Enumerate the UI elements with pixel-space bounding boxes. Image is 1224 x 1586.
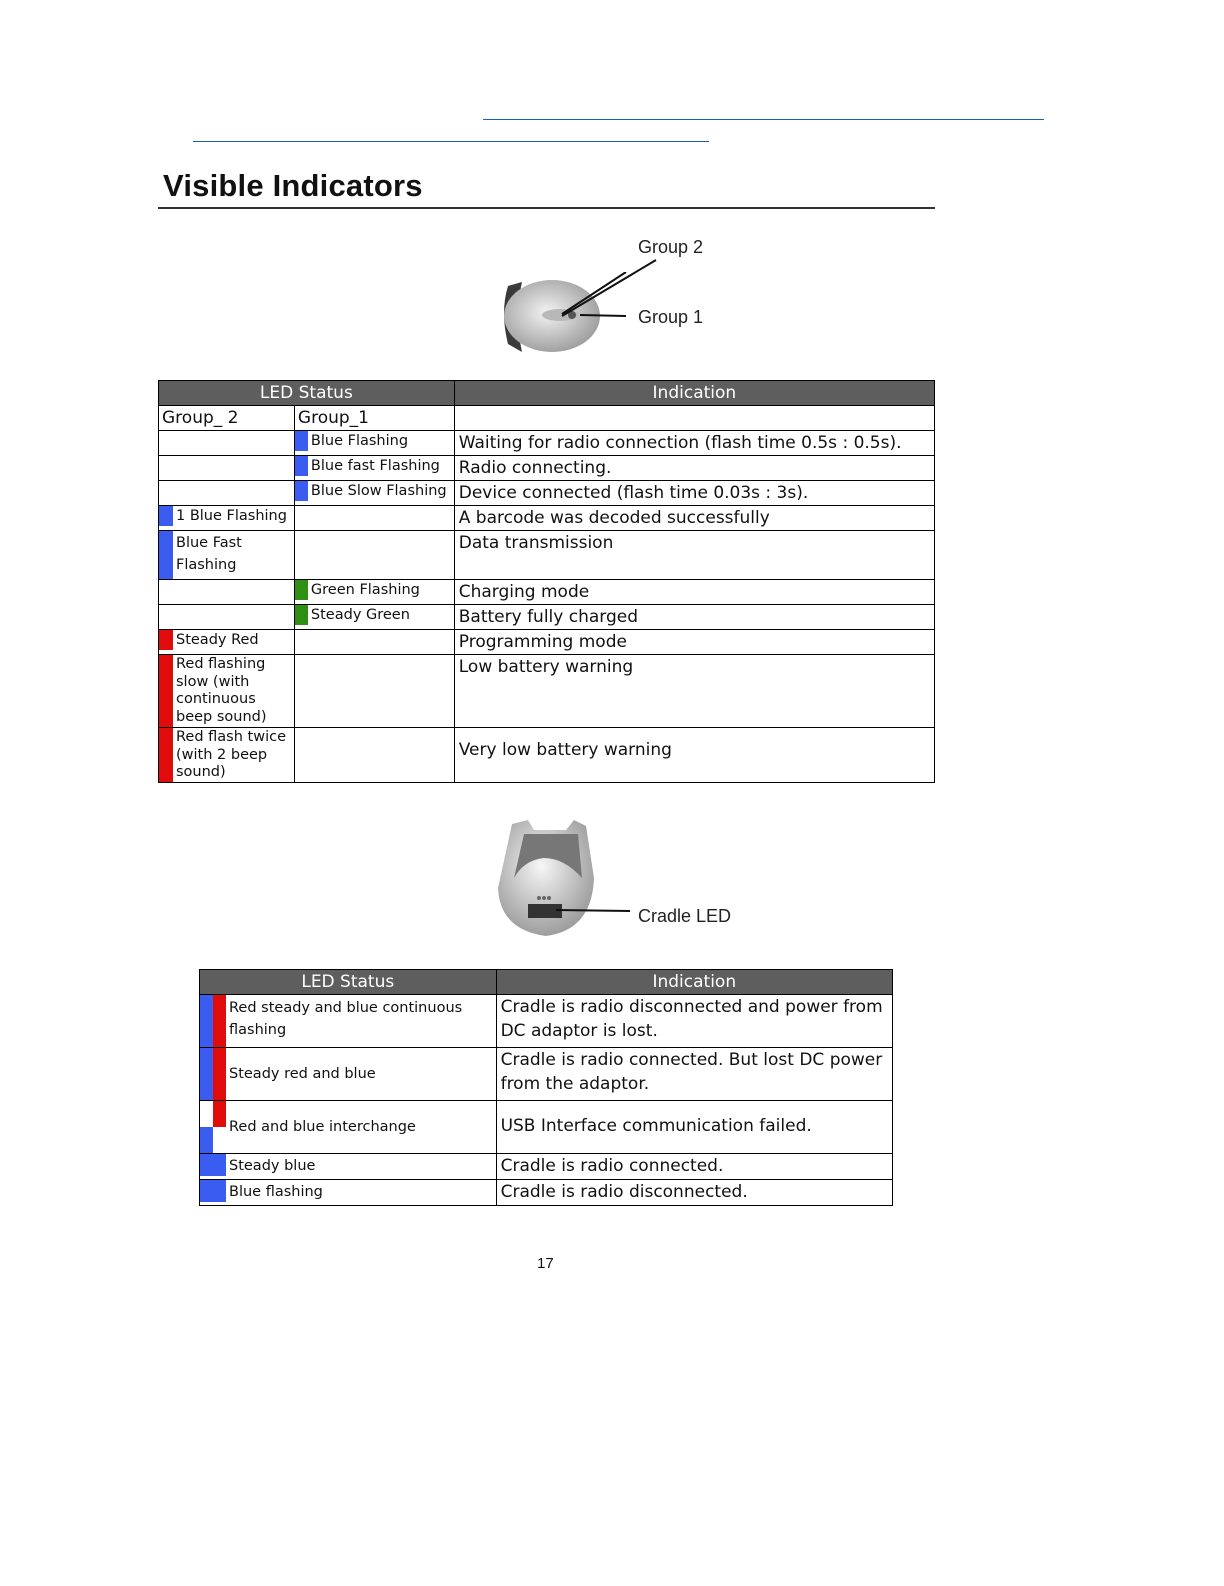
group2-status: Blue Fast Flashing <box>176 535 242 573</box>
indication-text: A barcode was decoded successfully <box>458 508 770 528</box>
blue-swatch <box>200 995 213 1047</box>
group2-status: Red flash twice (with 2 beep sound) <box>176 729 286 780</box>
indication-text: Data transmission <box>458 533 614 553</box>
red-swatch <box>213 1048 226 1100</box>
table-row <box>200 1154 893 1180</box>
table-header-row <box>159 381 935 406</box>
indication-text: Cradle is radio disconnected and power from DC adaptor is lost. <box>500 997 883 1041</box>
table-row <box>200 1048 893 1101</box>
table-subheader-row <box>159 406 935 431</box>
page-number: 17 <box>537 1255 554 1272</box>
table-header-row <box>200 970 893 995</box>
table-row <box>159 580 935 605</box>
table-row <box>159 531 935 580</box>
cradle-status: Steady red and blue <box>229 1066 376 1082</box>
group1-status: Blue Slow Flashing <box>310 483 447 499</box>
heading-divider <box>158 207 935 209</box>
indication-text: Cradle is radio disconnected. <box>500 1182 748 1202</box>
indication-text: Low battery warning <box>458 657 634 677</box>
red-swatch <box>159 655 173 727</box>
table-row <box>159 506 935 531</box>
table-row <box>159 431 935 456</box>
header-led-status: LED Status <box>200 970 497 995</box>
blue-swatch <box>159 531 173 579</box>
group2-status: 1 Blue Flashing <box>176 508 287 524</box>
cradle-status: Red steady and blue continuous flashing <box>229 1000 463 1038</box>
indication-text: Programming mode <box>458 632 627 652</box>
group2-status: Red flashing slow (with continuous beep sound) <box>176 656 267 725</box>
table-row <box>200 1101 893 1154</box>
blue-swatch <box>200 1048 213 1100</box>
table-row <box>159 630 935 655</box>
red-swatch <box>213 995 226 1047</box>
cradle-status: Steady blue <box>229 1158 316 1174</box>
group1-status: Steady Green <box>310 607 410 623</box>
indication-text: Charging mode <box>458 582 590 602</box>
indication-text: Battery fully charged <box>458 607 639 627</box>
link-underline-1[interactable] <box>483 119 1044 120</box>
table-row <box>200 995 893 1048</box>
header-indication: Indication <box>454 381 934 406</box>
indication-text: Radio connecting. <box>458 458 612 478</box>
blue-swatch <box>295 431 308 451</box>
interchange-swatch-right <box>213 1101 226 1153</box>
indication-text: Cradle is radio connected. <box>500 1156 724 1176</box>
table-row <box>200 1180 893 1206</box>
green-swatch <box>295 580 308 600</box>
blue-swatch <box>200 1180 226 1202</box>
table-row <box>159 655 935 728</box>
callout-group-2: Group 2 <box>638 237 704 257</box>
subheader-group-2: Group_ 2 <box>162 408 239 428</box>
group2-status: Steady Red <box>176 632 259 648</box>
cradle-illustration <box>494 818 634 940</box>
table-row <box>159 605 935 630</box>
cradle-led-table <box>199 969 893 1206</box>
indication-text: Waiting for radio connection (flash time 0.5s : 0.5s). <box>458 433 902 453</box>
interchange-swatch-left <box>200 1101 213 1153</box>
group1-status: Blue fast Flashing <box>310 458 440 474</box>
table-row <box>159 456 935 481</box>
header-indication: Indication <box>496 970 892 995</box>
blue-swatch <box>159 506 173 526</box>
group1-status: Blue Flashing <box>310 433 409 449</box>
green-swatch <box>295 605 308 625</box>
section-heading: Visible Indicators <box>163 168 423 203</box>
cradle-status: Red and blue interchange <box>229 1119 416 1135</box>
callout-cradle-led: Cradle LED <box>638 906 732 926</box>
blue-swatch <box>295 456 308 476</box>
callout-group-1: Group 1 <box>638 307 704 327</box>
red-swatch <box>159 630 173 650</box>
group1-status: Green Flashing <box>310 582 420 598</box>
indication-text: Cradle is radio connected. But lost DC power from the adaptor. <box>500 1050 883 1094</box>
blue-swatch <box>295 481 308 501</box>
table-row <box>159 481 935 506</box>
blue-swatch <box>200 1154 226 1176</box>
red-swatch <box>159 728 173 782</box>
header-led-status: LED Status <box>159 381 455 406</box>
indication-text: USB Interface communication failed. <box>500 1116 812 1136</box>
subheader-group-1: Group_1 <box>297 408 369 428</box>
link-underline-2[interactable] <box>193 141 709 142</box>
indication-text: Very low battery warning <box>458 740 672 760</box>
table-row <box>159 728 935 783</box>
scanner-led-table <box>158 380 935 783</box>
indication-text: Device connected (flash time 0.03s : 3s). <box>458 483 809 503</box>
cradle-status: Blue flashing <box>229 1184 323 1200</box>
